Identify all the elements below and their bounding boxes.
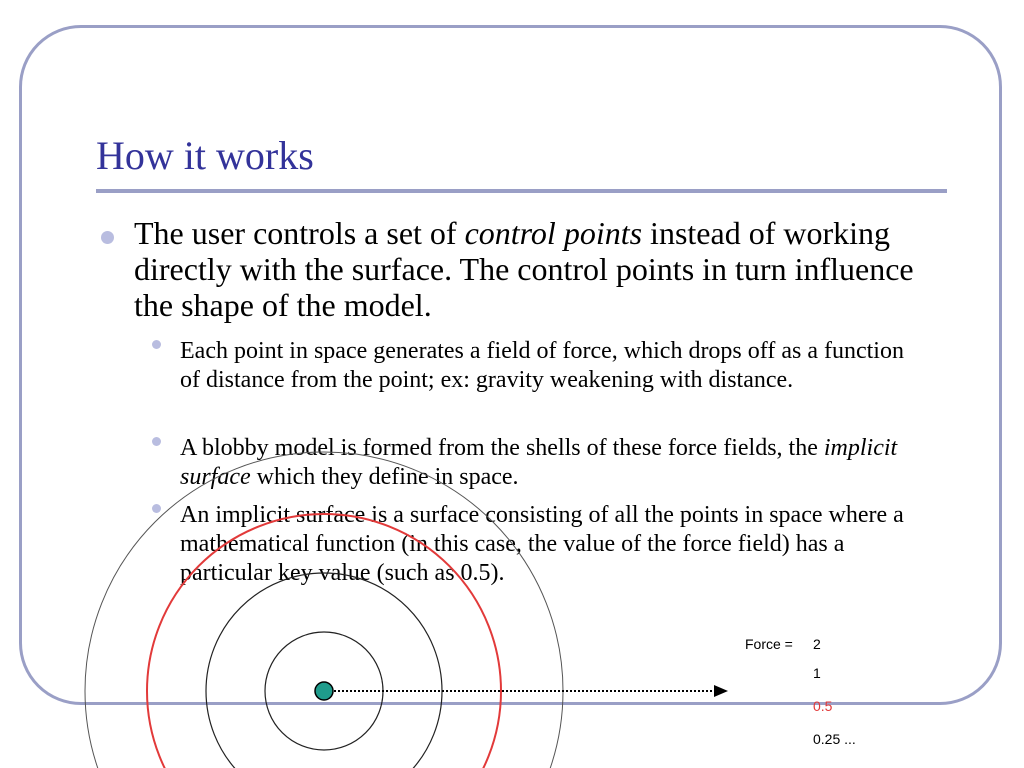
main-bullet-text-after: instead of working directly with the surface. The control points in turn influence the shape of the model. xyxy=(134,215,914,323)
subbullet-text-before: A blobby model is formed from the shells of these force fields, the xyxy=(180,435,824,461)
subbullet-text-after: which they define in space. xyxy=(250,464,519,490)
force-value-0-5: 0.5 xyxy=(813,698,833,714)
main-bullet-text-before: The user controls a set of xyxy=(134,215,465,251)
subbullet-marker xyxy=(152,340,161,349)
force-legend-label: Force = xyxy=(745,636,793,652)
subbullet-force-field: Each point in space generates a field of force, which drops off as a function of distance from the point; ex: gravity weakening with distance. xyxy=(180,338,904,393)
main-bullet-emphasis: control points xyxy=(464,215,643,251)
force-value-2: 2 xyxy=(813,636,821,652)
force-value-1: 1 xyxy=(813,665,821,681)
subbullet-marker xyxy=(152,504,161,513)
subbullet-emphasis: implicit surface xyxy=(180,435,898,490)
subbullet-blobby-model xyxy=(180,434,925,492)
bullet-marker xyxy=(101,231,114,244)
title-divider xyxy=(96,189,947,193)
main-bullet xyxy=(134,215,924,323)
slide-title: How it works xyxy=(96,133,314,178)
force-value-0-25: 0.25 ... xyxy=(813,731,856,747)
subbullet-implicit-surface: An implicit surface is a surface consisting of all the points in space where a mathematical function (in this case, the value of the force field) has a particular key value (such as 0.5). xyxy=(180,502,904,586)
subbullet-marker xyxy=(152,437,161,446)
